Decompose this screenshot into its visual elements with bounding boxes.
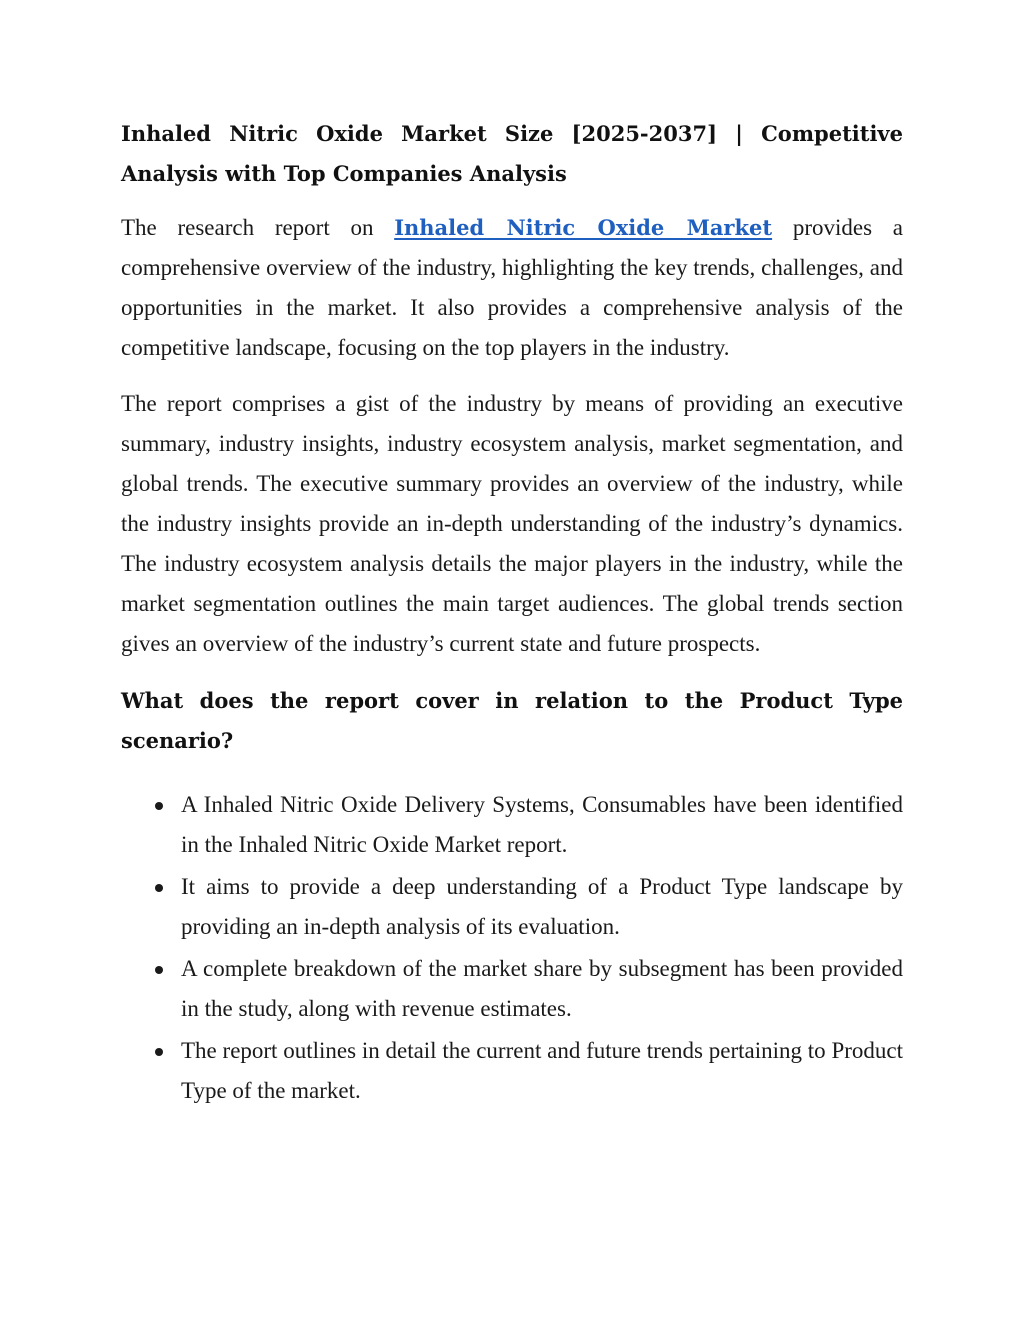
list-item — [121, 867, 903, 947]
bullet-icon — [155, 966, 163, 974]
bullet-icon — [155, 884, 163, 892]
list-item-text: The report outlines in detail the current and future trends pertaining to Product Type of the market. — [181, 1038, 903, 1103]
intro-text-after-link: provides a comprehensive overview of the industry, highlighting the key trends, challenges, and opportunities in the market. It also provides a comprehensive analysis of the competitive landscape, focusing on the top players in the industry. — [121, 215, 903, 360]
document-page — [121, 114, 903, 1113]
list-item-text: A complete breakdown of the market share by subsegment has been provided in the study, along with revenue estimates. — [181, 956, 903, 1021]
list-item — [121, 785, 903, 865]
document-title: Inhaled Nitric Oxide Market Size [2025-2037] | Competitive Analysis with Top Companies Analysis — [121, 121, 903, 186]
section-heading: What does the report cover in relation to the Product Type scenario? — [121, 688, 903, 753]
list-item-text: It aims to provide a deep understanding of a Product Type landscape by providing an in-depth analysis of its evaluation. — [181, 874, 903, 939]
bullet-icon — [155, 802, 163, 810]
list-item — [121, 1031, 903, 1111]
bullet-list — [121, 785, 903, 1111]
intro-text-before-link: The research report on — [121, 215, 395, 240]
intro-paragraph — [121, 208, 903, 368]
bullet-icon — [155, 1048, 163, 1056]
report-summary-paragraph: The report comprises a gist of the industry by means of providing an executive summary, industry insights, industry ecosystem analysis, market segmentation, and global trends. The executive summary provides an overview of the industry, while the industry insights provide an in-depth understanding of the industry’s dynamics. The industry ecosystem analysis details the major players in the industry, while the market segmentation outlines the main target audiences. The global trends section gives an overview of the industry’s current state and future prospects. — [121, 391, 903, 656]
list-item-text: A Inhaled Nitric Oxide Delivery Systems, Consumables have been identified in the Inhaled Nitric Oxide Market report. — [181, 792, 903, 857]
list-item — [121, 949, 903, 1029]
market-report-link[interactable]: Inhaled Nitric Oxide Market — [394, 215, 773, 240]
